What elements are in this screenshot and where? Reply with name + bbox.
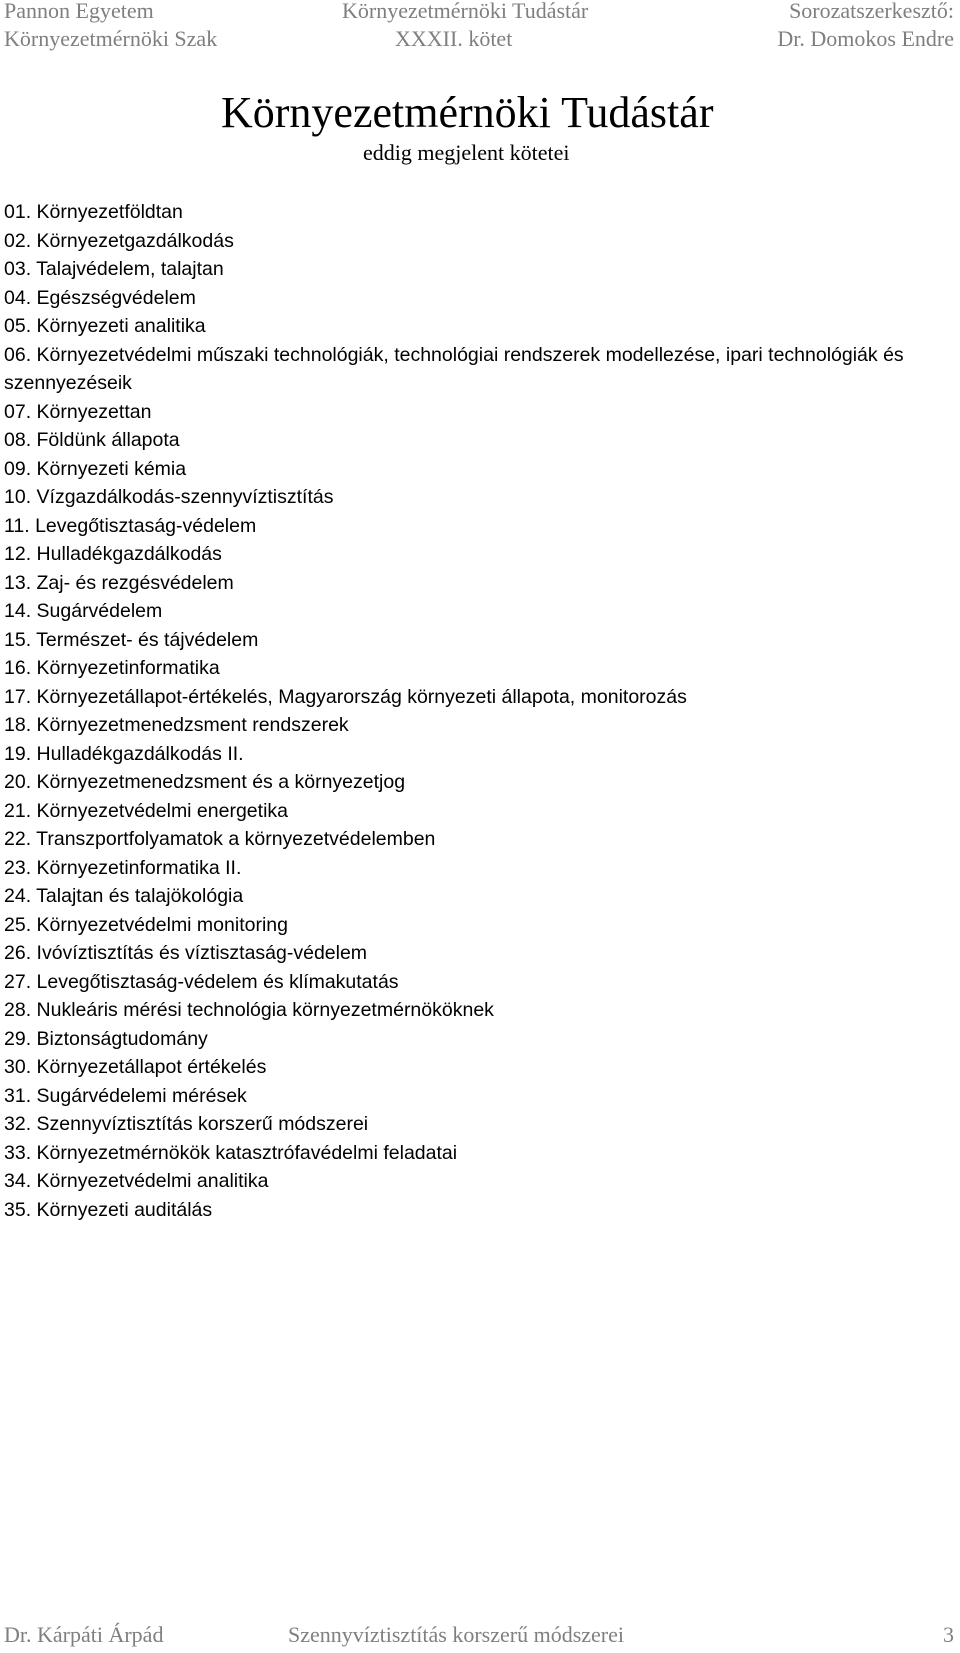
footer-page-number: 3 <box>943 1622 954 1647</box>
list-item: 08. Földünk állapota <box>4 429 180 451</box>
list-item: 22. Transzportfolyamatok a környezetvédelemben <box>4 828 436 850</box>
list-item: 24. Talajtan és talajökológia <box>4 885 244 907</box>
page-footer <box>0 1622 960 1652</box>
list-item: 09. Környezeti kémia <box>4 457 187 480</box>
list-item: 26. Ivóvíztisztítás és víztisztaság-védelem <box>4 942 368 964</box>
list-item: 27. Levegőtisztaság-védelem és klímakutatás <box>4 970 399 993</box>
header-university: Pannon Egyetem <box>4 0 154 23</box>
list-item: 14. Sugárvédelem <box>4 600 163 622</box>
list-item: 25. Környezetvédelmi monitoring <box>4 913 288 936</box>
list-item: 05. Környezeti analitika <box>4 315 206 337</box>
list-item: 13. Zaj- és rezgésvédelem <box>4 571 234 594</box>
page-title: Környezetmérnöki Tudástár <box>221 88 714 137</box>
list-item: 04. Egészségvédelem <box>4 286 196 309</box>
list-item: 17. Környezetállapot-értékelés, Magyarország környezeti állapota, monitorozás <box>4 685 687 708</box>
list-item: 18. Környezetmenedzsment rendszerek <box>4 714 349 736</box>
list-item: 20. Környezetmenedzsment és a környezetjog <box>4 771 406 793</box>
list-item: 21. Környezetvédelmi energetika <box>4 799 288 822</box>
list-item: 31. Sugárvédelemi mérések <box>4 1084 247 1107</box>
list-item: 19. Hulladékgazdálkodás II. <box>4 742 244 765</box>
header-editor-label: Sorozatszerkesztő: <box>789 0 954 23</box>
page-header-line-1 <box>0 0 960 28</box>
page-subtitle: eddig megjelent kötetei <box>363 140 570 165</box>
list-item: 16. Környezetinformatika <box>4 657 220 679</box>
list-item: 28. Nukleáris mérési technológia környezetmérnököknek <box>4 999 494 1021</box>
list-item: 35. Környezeti auditálás <box>4 1198 213 1221</box>
list-item: 32. Szennyvíztisztítás korszerű módszerei <box>4 1113 369 1135</box>
header-series-name: Környezetmérnöki Tudástár <box>342 0 589 23</box>
list-item: 01. Környezetföldtan <box>4 201 183 223</box>
list-item: 29. Biztonságtudomány <box>4 1027 208 1050</box>
list-item: 10. Vízgazdálkodás-szennyvíztisztítás <box>4 486 334 508</box>
book-list <box>4 198 954 1224</box>
list-item: 30. Környezetállapot értékelés <box>4 1056 267 1078</box>
list-item: 07. Környezettan <box>4 400 152 423</box>
footer-author: Dr. Kárpáti Árpád <box>4 1622 164 1647</box>
page-header-line-2 <box>0 26 960 56</box>
header-department: Környezetmérnöki Szak <box>4 26 218 51</box>
list-item: 33. Környezetmérnökök katasztrófavédelmi feladatai <box>4 1141 458 1164</box>
list-item: 11. Levegőtisztaság-védelem <box>4 514 257 537</box>
header-editor-name: Dr. Domokos Endre <box>777 26 954 51</box>
list-item: 02. Környezetgazdálkodás <box>4 229 234 252</box>
list-item: 34. Környezetvédelmi analitika <box>4 1170 269 1192</box>
list-item: 15. Természet- és tájvédelem <box>4 628 259 651</box>
list-item: 06. Környezetvédelmi műszaki technológiák, technológiai rendszerek modellezése, ipari technológiák és szennyezéseik <box>4 343 904 394</box>
footer-book-title: Szennyvíztisztítás korszerű módszerei <box>288 1622 625 1647</box>
list-item: 23. Környezetinformatika II. <box>4 856 242 879</box>
list-item: 03. Talajvédelem, talajtan <box>4 258 224 280</box>
list-item: 12. Hulladékgazdálkodás <box>4 543 222 565</box>
header-volume: XXXII. kötet <box>395 26 513 51</box>
